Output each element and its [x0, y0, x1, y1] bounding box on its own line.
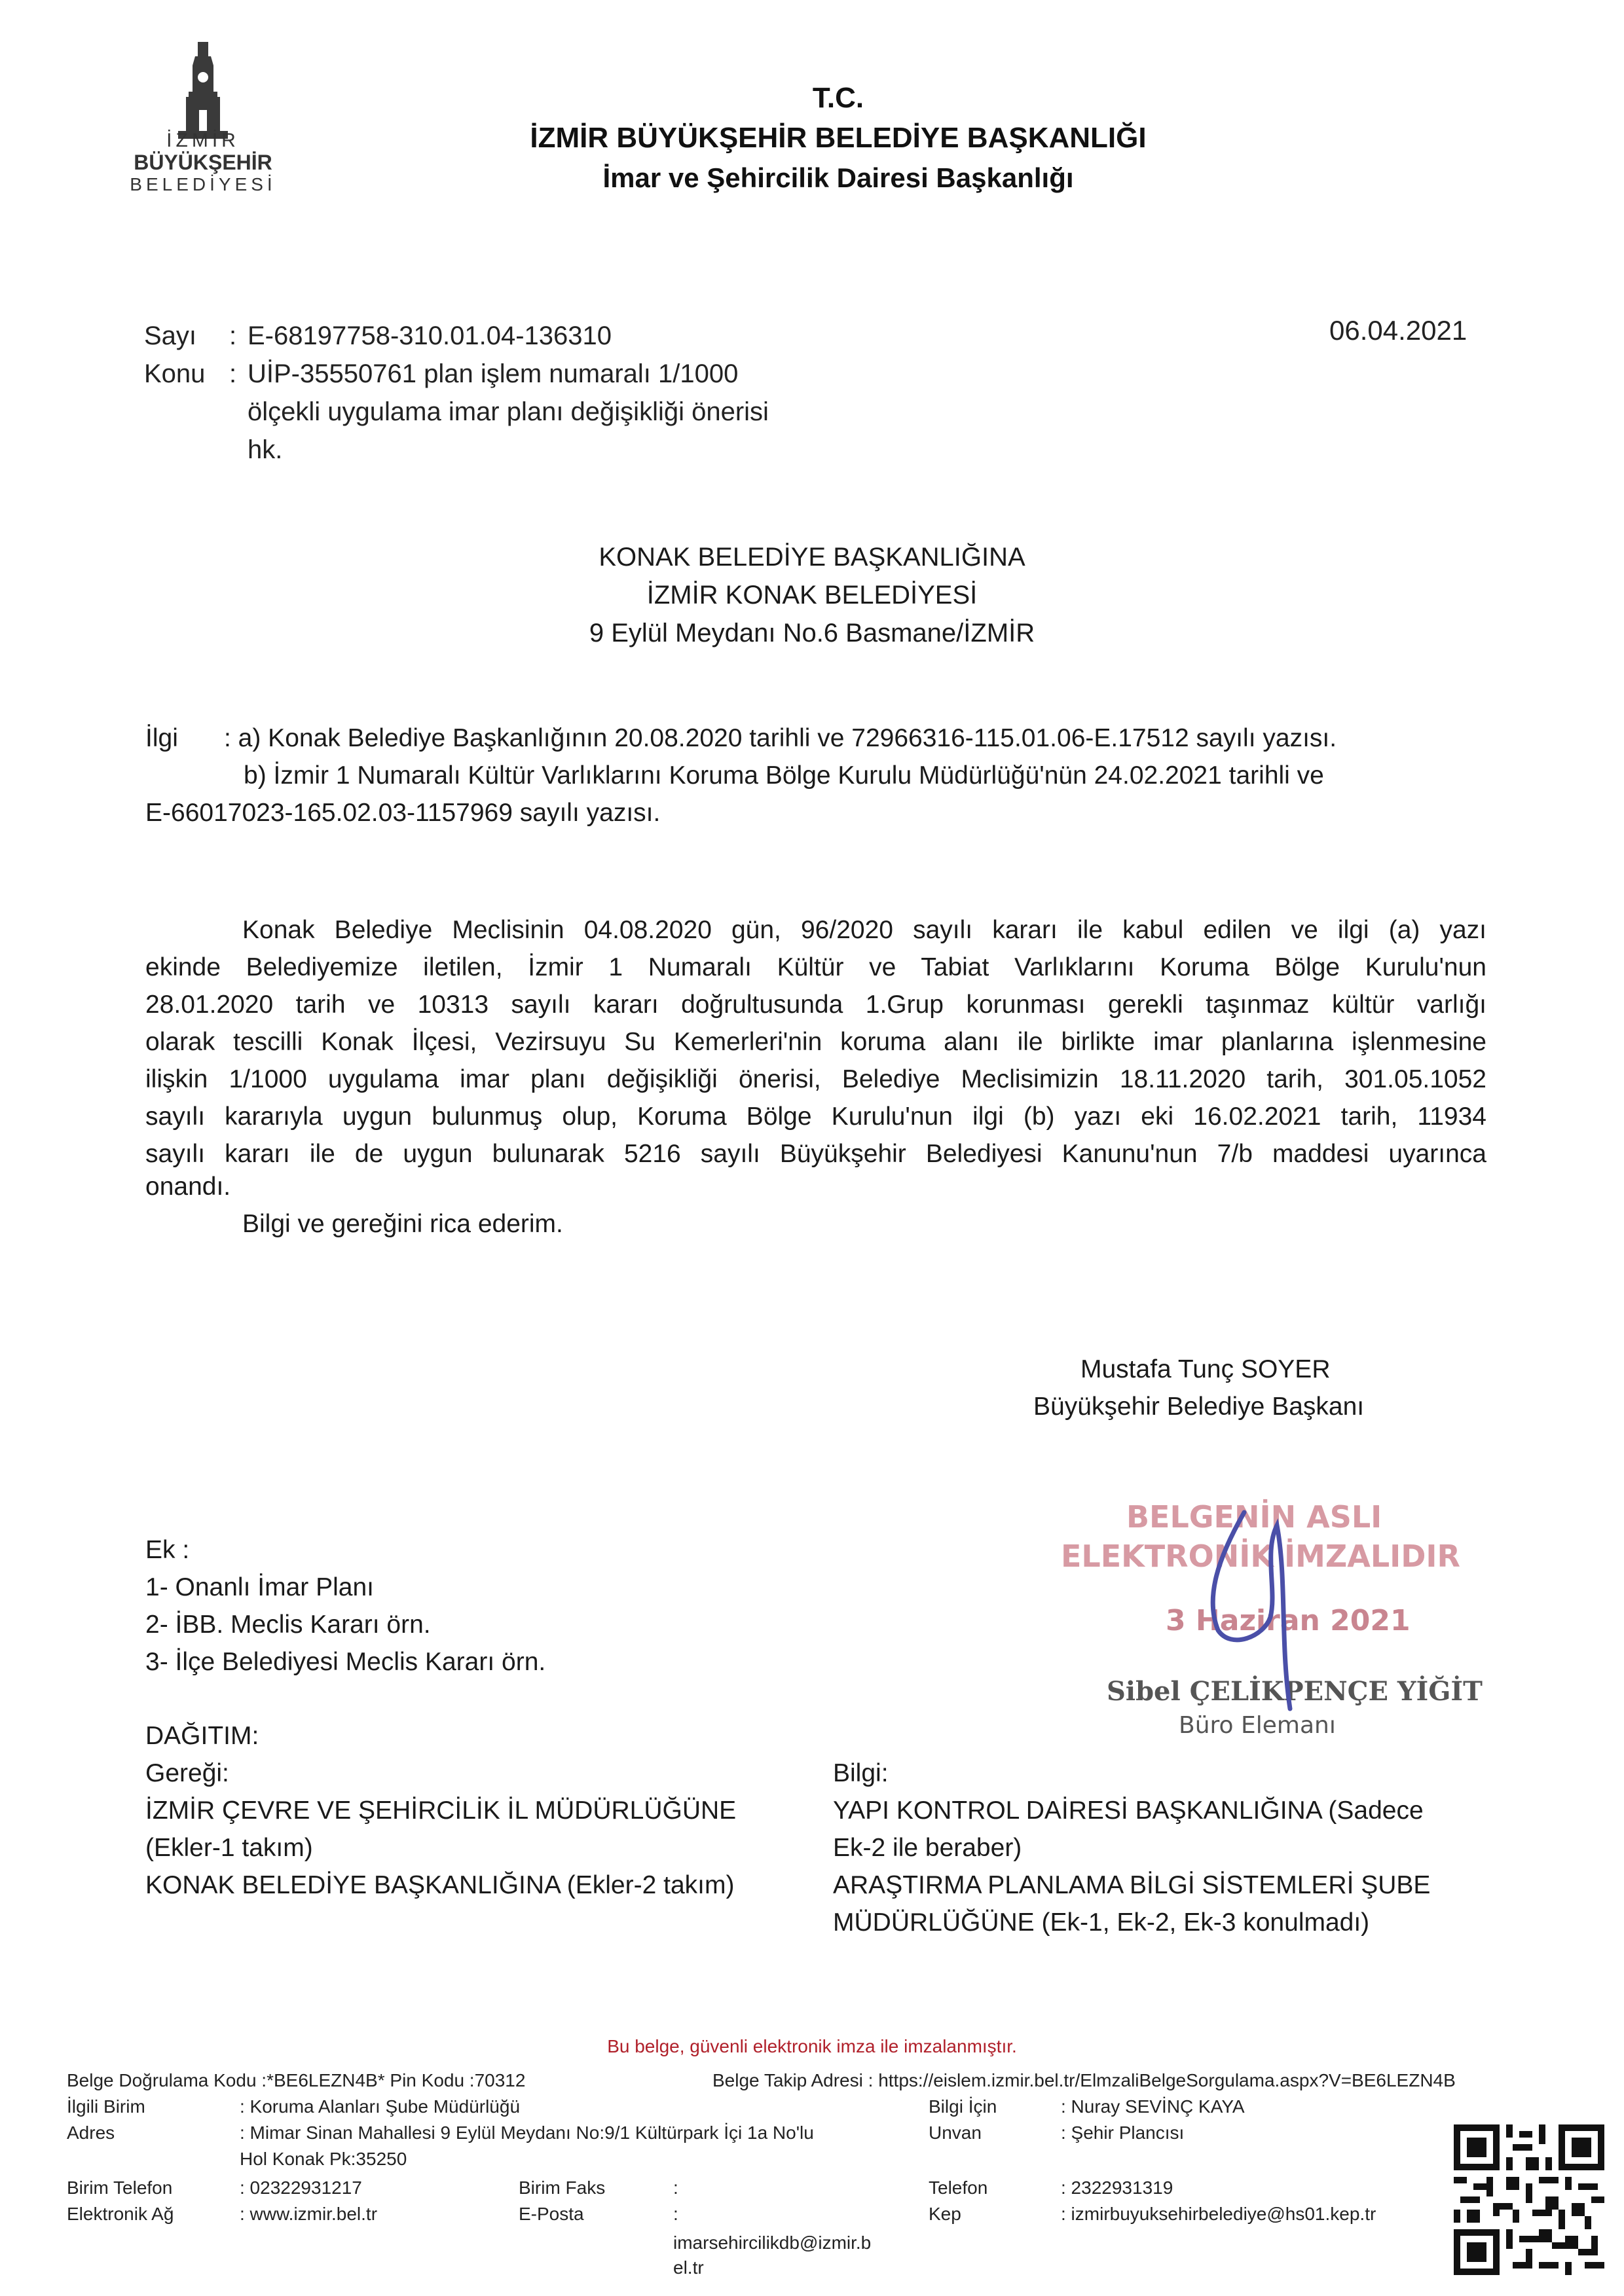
unvan-label: Unvan [929, 2123, 982, 2143]
bilgi-line-3: ARAŞTIRMA PLANLAMA BİLGİ SİSTEMLERİ ŞUBE [833, 1871, 1431, 1899]
stamp-line-1: BELGENİN ASLI [1126, 1499, 1382, 1535]
stamp-name: Sibel ÇELİKPENÇE YİĞİT [1107, 1676, 1483, 1707]
adres-label: Adres [67, 2123, 115, 2143]
ek-item-3: 3- İlçe Belediyesi Meclis Kararı örn. [145, 1648, 546, 1676]
adres-value-1: : Mimar Sinan Mahallesi 9 Eylül Meydanı No:9/1 Kültürpark İçi 1a No'lu [240, 2123, 814, 2143]
logo-text-buyuksehir: BÜYÜKŞEHİR [134, 151, 272, 174]
recipient-line-3: 9 Eylül Meydanı No.6 Basmane/İZMİR [589, 619, 1035, 647]
body-line-8: onandı. [145, 1173, 231, 1201]
signer-title: Büyükşehir Belediye Başkanı [1033, 1393, 1365, 1421]
konu-label: Konu [144, 359, 206, 388]
konu-line-2: ölçekli uygulama imar planı değişikliği önerisi [248, 397, 769, 426]
ek-label: Ek : [145, 1536, 190, 1564]
telefon-value: : 2322931319 [1061, 2178, 1173, 2198]
verification-code: Belge Doğrulama Kodu :*BE6LEZN4B* Pin Kodu :70312 [67, 2070, 526, 2090]
signer-name: Mustafa Tunç SOYER [1080, 1355, 1331, 1383]
qr-code-icon [1454, 2124, 1604, 2275]
body-closing: Bilgi ve gereğini rica ederim. [242, 1210, 563, 1238]
document-date: 06.04.2021 [1329, 315, 1467, 346]
bilgi-label: Bilgi: [833, 1759, 889, 1787]
esign-notice: Bu belge, güvenli elektronik imza ile imzalanmıştır. [607, 2036, 1017, 2056]
birim-telefon-label: Birim Telefon [67, 2178, 173, 2198]
ilgi-label: İlgi [145, 724, 178, 752]
handwritten-signature [1166, 1499, 1362, 1735]
ilgi-b-line-2: E-66017023-165.02.03-1157969 sayılı yazısı. [145, 799, 661, 827]
ilgili-birim-label: İlgili Birim [67, 2096, 145, 2117]
body-line-1: Konak Belediye Meclisinin 04.08.2020 gün, 96/2020 sayılı kararı ile kabul edilen ve ilgi (a) yazı [242, 916, 1486, 944]
telefon-label: Telefon [929, 2178, 988, 2198]
eposta-label: E-Posta [519, 2204, 584, 2224]
birim-faks-label: Birim Faks [519, 2178, 606, 2198]
body-line-4: olarak tescilli Konak İlçesi, Vezirsuyu Su Kemerleri'nin koruma alanı ile birlikte imar planlarına işlenmesine [145, 1028, 1486, 1056]
eposta-value-2[interactable]: el.tr [673, 2257, 704, 2278]
ek-item-1: 1- Onanlı İmar Planı [145, 1573, 374, 1601]
birim-telefon-value: : 02322931217 [240, 2178, 362, 2198]
tracking-address: Belge Takip Adresi : https://eislem.izmir.bel.tr/ElmzaliBelgeSorgulama.aspx?V=BE6LEZN4B [712, 2070, 1456, 2090]
body-line-5: ilişkin 1/1000 uygulama imar planı değişikliği önerisi, Belediye Meclisimizin 18.11.2020 tarih, 301.05.1052 [145, 1065, 1486, 1093]
recipient-line-1: KONAK BELEDİYE BAŞKANLIĞINA [599, 543, 1025, 572]
header-institution: İZMİR BÜYÜKŞEHİR BELEDİYE BAŞKANLIĞI [530, 122, 1147, 154]
logo-text-belediyesi: BELEDİYESİ [130, 174, 276, 194]
geregi-label: Gereği: [145, 1759, 229, 1787]
ilgi-b-line-1: b) İzmir 1 Numaralı Kültür Varlıklarını Koruma Bölge Kurulu Müdürlüğü'nün 24.02.2021 tarihli ve [244, 761, 1324, 790]
body-line-2: ekinde Belediyemize iletilen, İzmir 1 Numaralı Kültür ve Tabiat Varlıklarını Koruma Bölge Kurulu'nun [145, 953, 1486, 981]
kep-value[interactable]: : izmirbuyuksehirbelediye@hs01.kep.tr [1061, 2204, 1376, 2224]
kep-label: Kep [929, 2204, 961, 2224]
sayi-colon: : [229, 321, 237, 350]
bilgi-line-2: Ek-2 ile beraber) [833, 1834, 1022, 1862]
ilgili-birim-value: : Koruma Alanları Şube Müdürlüğü [240, 2096, 521, 2117]
bilgi-line-1: YAPI KONTROL DAİRESİ BAŞKANLIĞINA (Sadece [833, 1796, 1424, 1825]
body-line-7: sayılı kararı ile de uygun bulunarak 5216 sayılı Büyükşehir Belediyesi Kanunu'nun 7/b maddesi uyarınca [145, 1140, 1486, 1168]
bilgi-icin-label: Bilgi İçin [929, 2096, 997, 2117]
elektronik-ag-value[interactable]: : www.izmir.bel.tr [240, 2204, 378, 2224]
certified-copy-stamp [1048, 1473, 1493, 1768]
header-tc: T.C. [812, 82, 864, 114]
logo-text-izmir: İZMİR [166, 130, 240, 151]
ek-item-2: 2- İBB. Meclis Kararı örn. [145, 1611, 431, 1639]
geregi-line-1: İZMİR ÇEVRE VE ŞEHİRCİLİK İL MÜDÜRLÜĞÜNE [145, 1796, 737, 1825]
eposta-value-1[interactable]: imarsehircilikdb@izmir.b [673, 2232, 872, 2253]
konu-colon: : [229, 359, 237, 388]
geregi-line-3: KONAK BELEDİYE BAŞKANLIĞINA (Ekler-2 takım) [145, 1871, 735, 1899]
stamp-title: Büro Elemanı [1179, 1712, 1336, 1739]
sayi-value: E-68197758-310.01.04-136310 [248, 321, 612, 350]
konu-line-1: UİP-35550761 plan işlem numaralı 1/1000 [248, 359, 739, 388]
unvan-value: : Şehir Plancısı [1061, 2123, 1185, 2143]
dagitim-label: DAĞITIM: [145, 1722, 259, 1750]
bilgi-line-4: MÜDÜRLÜĞÜNE (Ek-1, Ek-2, Ek-3 konulmadı) [833, 1908, 1370, 1937]
geregi-line-2: (Ekler-1 takım) [145, 1834, 313, 1862]
recipient-line-2: İZMİR KONAK BELEDİYESİ [646, 581, 978, 610]
body-line-3: 28.01.2020 tarih ve 10313 sayılı kararı doğrultusunda 1.Grup korunması gerekli taşınmaz kültür varlığı [145, 991, 1486, 1019]
bilgi-icin-value: : Nuray SEVİNÇ KAYA [1061, 2096, 1245, 2117]
stamp-date: 3 Haziran 2021 [1166, 1604, 1411, 1637]
adres-value-2: Hol Konak Pk:35250 [240, 2149, 407, 2169]
body-line-6: sayılı kararıyla uygun bulunmuş olup, Koruma Bölge Kurulu'nun ilgi (b) yazı eki 16.02.2021 tarih, 11934 [145, 1102, 1486, 1131]
eposta-colon: : [673, 2204, 678, 2224]
elektronik-ag-label: Elektronik Ağ [67, 2204, 174, 2224]
stamp-line-2: ELEKTRONİK İMZALIDIR [1061, 1539, 1460, 1574]
konu-line-3: hk. [248, 435, 283, 464]
sayi-label: Sayı [144, 321, 197, 350]
ilgi-a: : a) Konak Belediye Başkanlığının 20.08.2020 tarihli ve 72966316-115.01.06-E.17512 sayılı yazısı. [224, 724, 1337, 752]
header-department: İmar ve Şehircilik Dairesi Başkanlığı [602, 162, 1074, 193]
birim-faks-value: : [673, 2178, 678, 2198]
